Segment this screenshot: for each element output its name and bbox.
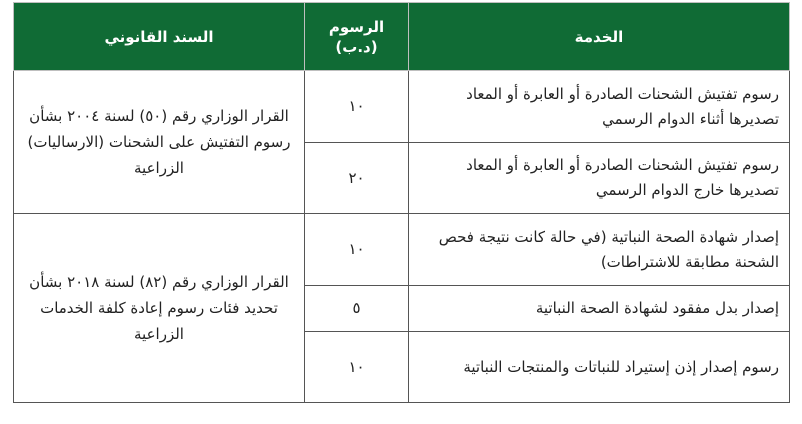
legal-basis-cell: القرار الوزاري رقم (٥٠) لسنة ٢٠٠٤ بشأن رسوم التفتيش على الشحنات (الارساليات) الزراعية — [14, 71, 305, 214]
table-row — [14, 214, 790, 286]
service-cell: رسوم إصدار إذن إستيراد للنباتات والمنتجات النباتية — [409, 332, 790, 403]
fee-cell: ١٠ — [305, 71, 409, 143]
service-cell: رسوم تفتيش الشحنات الصادرة أو العابرة أو المعاد تصديرها خارج الدوام الرسمي — [409, 143, 790, 214]
header-fee — [305, 3, 409, 71]
fee-cell: ١٠ — [305, 214, 409, 286]
header-service: الخدمة — [409, 3, 790, 71]
fees-table — [13, 2, 790, 403]
header-fee-unit: (د.ب) — [335, 37, 378, 56]
fee-cell: ٥ — [305, 286, 409, 332]
service-cell: إصدار شهادة الصحة النباتية (في حالة كانت نتيجة فحص الشحنة مطابقة للاشتراطات) — [409, 214, 790, 286]
header-legal-basis: السند القانوني — [14, 3, 305, 71]
service-cell: رسوم تفتيش الشحنات الصادرة أو العابرة أو المعاد تصديرها أثناء الدوام الرسمي — [409, 71, 790, 143]
fees-table-container — [13, 2, 789, 403]
legal-basis-cell: القرار الوزاري رقم (٨٢) لسنة ٢٠١٨ بشأن تحديد فئات رسوم إعادة كلفة الخدمات الزراعية — [14, 214, 305, 403]
fee-cell: ١٠ — [305, 332, 409, 403]
service-cell: إصدار بدل مفقود لشهادة الصحة النباتية — [409, 286, 790, 332]
table-header-row — [14, 3, 790, 71]
fee-cell: ٢٠ — [305, 143, 409, 214]
table-row — [14, 71, 790, 143]
header-fee-label: الرسوم — [328, 17, 385, 36]
